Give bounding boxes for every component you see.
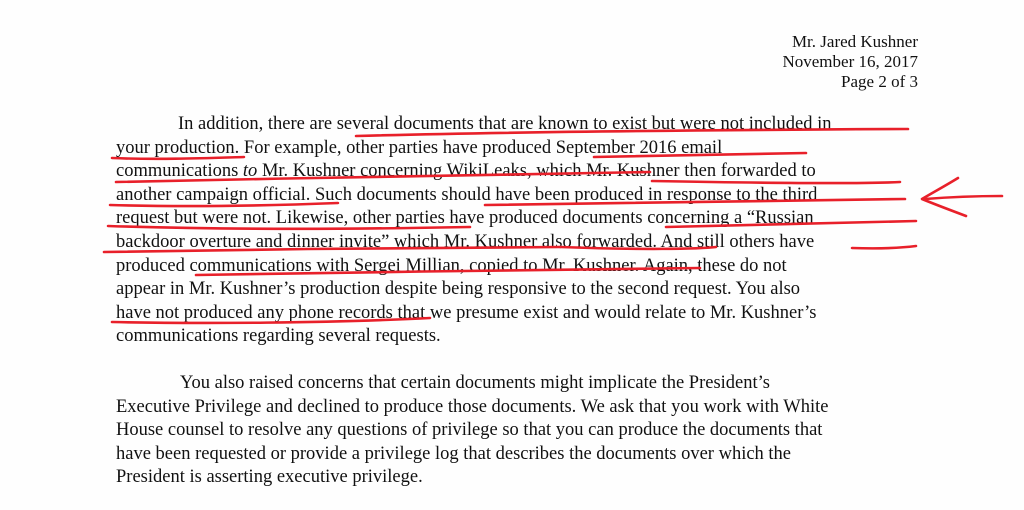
paragraph-line: backdoor overture and dinner invite” which Mr. Kushner also forwarded. And still others have: [116, 231, 815, 252]
paragraph-line: President is asserting executive privilege.: [116, 467, 423, 488]
paragraph-line: Executive Privilege and declined to produce those documents. We ask that you work with White: [116, 396, 829, 417]
italic-word: to: [242, 161, 258, 182]
line-segment: communications: [116, 161, 243, 182]
recipient-name: Mr. Jared Kushner: [791, 32, 918, 51]
paragraph-line: communications regarding several requests.: [116, 326, 441, 347]
letter-date: November 16, 2017: [782, 52, 918, 71]
paragraph-line: In addition, there are several documents that are known to exist but were not included in: [178, 114, 832, 134]
red-arrow-icon: [925, 196, 1002, 199]
paragraph-line: House counsel to resolve any questions of privilege so that you can produce the documents that: [116, 420, 823, 441]
paragraph-line: [116, 160, 936, 184]
page-number: Page 2 of 3: [841, 72, 918, 91]
paragraph-executive-privilege: [116, 372, 936, 490]
paragraph-additional-documents: [116, 113, 936, 349]
paragraph-line: You also raised concerns that certain documents might implicate the President’s: [180, 373, 770, 393]
paragraph-line: request but were not. Likewise, other parties have produced documents concerning a “Russian: [116, 208, 814, 229]
paragraph-line: have not produced any phone records that we presume exist and would relate to Mr. Kushner’s: [116, 302, 817, 323]
paragraph-line: your production. For example, other parties have produced September 2016 email: [116, 137, 723, 158]
paragraph-line: another campaign official. Such documents should have been produced in response to the third: [116, 184, 818, 205]
line-segment: Mr. Kushner concerning WikiLeaks, which Mr. Kushner then forwarded to: [257, 161, 816, 182]
letter-header: [782, 32, 918, 92]
paragraph-line: have been requested or provide a privilege log that describes the documents over which the: [116, 443, 792, 464]
paragraph-line: appear in Mr. Kushner’s production despite being responsive to the second request. You also: [116, 279, 801, 300]
paragraph-line: produced communications with Sergei Millian, copied to Mr. Kushner. Again, these do not: [116, 255, 787, 276]
